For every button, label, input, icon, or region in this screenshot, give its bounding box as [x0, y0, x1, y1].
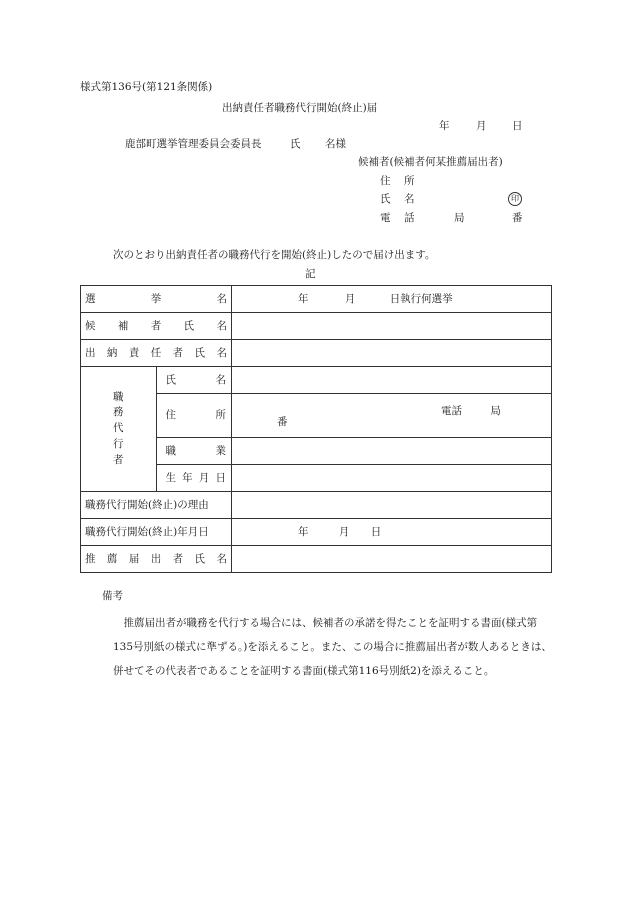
- agent-birth-value[interactable]: [232, 465, 552, 492]
- agent-group-char: 者: [113, 453, 124, 466]
- address-label-1: 住: [380, 175, 391, 187]
- agent-name-char: 名: [215, 373, 226, 386]
- agent-address-label: [156, 394, 232, 438]
- address-label-2: 所: [404, 175, 415, 187]
- row-reason: [81, 492, 552, 519]
- treasurer-value[interactable]: [232, 340, 552, 367]
- election-label-char: 挙: [150, 292, 162, 305]
- candidate-label-char: 補: [117, 319, 129, 332]
- phone-number-label: 番: [512, 212, 523, 224]
- agent-group-char: 務: [113, 406, 124, 419]
- agent-group-label: [81, 367, 157, 492]
- row-treasurer: [81, 340, 552, 367]
- election-month-label: 月: [344, 292, 356, 305]
- recommender-label-char: 出: [150, 552, 162, 565]
- recommender-label: [81, 546, 232, 573]
- date-year-label: 年: [439, 120, 450, 132]
- agent-group-char: 職: [113, 390, 124, 403]
- agent-phone-label: 電話: [441, 405, 462, 417]
- recommender-label-char: 氏: [194, 552, 206, 565]
- agent-address-value[interactable]: [232, 394, 552, 438]
- addressee: 鹿部町選挙管理委員会委員長: [125, 138, 262, 150]
- treasurer-label-char: 出: [85, 346, 96, 359]
- agent-name-char: 氏: [165, 373, 176, 386]
- agent-birth-char: 年: [182, 471, 193, 484]
- date-label: 職務代行開始(終止)年月日: [81, 519, 232, 546]
- row-election: [81, 286, 552, 313]
- agent-occupation-value[interactable]: [232, 438, 552, 465]
- date-month-label: 月: [476, 120, 487, 132]
- agent-occupation-char: 職: [165, 444, 176, 457]
- agent-occupation-char: 業: [215, 444, 226, 457]
- agent-group-char: 代: [113, 422, 124, 435]
- treasurer-label-char: 納: [106, 346, 118, 359]
- row-candidate: [81, 313, 552, 340]
- candidate-label-char: 者: [150, 319, 162, 332]
- treasurer-label: [81, 340, 232, 367]
- seal-mark: [508, 192, 522, 206]
- seal-icon: 印: [508, 192, 522, 206]
- candidate-label-char: 氏: [183, 319, 195, 332]
- name-label-1: 氏: [380, 193, 391, 205]
- phone-label-1: 電: [380, 212, 391, 224]
- phone-label-2: 話: [404, 212, 415, 224]
- election-label-char: 名: [216, 292, 227, 305]
- reason-value[interactable]: [232, 492, 552, 519]
- recommender-label-char: 者: [172, 552, 184, 565]
- recommender-value[interactable]: [232, 546, 552, 573]
- treasurer-label-char: 者: [172, 346, 184, 359]
- statement: 次のとおり出納責任者の職務代行を開始(終止)したので届け出ます。: [113, 249, 436, 261]
- treasurer-label-char: 任: [150, 346, 162, 359]
- row-recommender: [81, 546, 552, 573]
- row-date: [81, 519, 552, 546]
- agent-name-label: [156, 367, 232, 394]
- election-year-label: 年: [298, 292, 309, 305]
- applicant-role: 候補者(候補者何某推薦届出者): [358, 156, 503, 168]
- agent-phone-bureau: 局: [490, 405, 501, 417]
- name-label-2: 名: [404, 193, 415, 205]
- remarks-body: 推薦届出者が職務を代行する場合には、候補者の承諾を得たことを証明する書面(様式第135号別紙の様式に準ずる。)を添えること。また、この場合に推薦届出者が数人あるときは、併せてその代表者であることを証明する書面(様式第116号別紙2)を添えること。: [113, 617, 552, 677]
- agent-birth-label: [156, 465, 232, 492]
- date-month-label: 月: [338, 525, 350, 538]
- treasurer-label-char: 責: [128, 346, 140, 359]
- agent-birth-char: 月: [198, 471, 210, 484]
- date-day-label: 日: [370, 525, 382, 538]
- recommender-label-char: 届: [128, 552, 140, 565]
- document-title: 出納責任者職務代行開始(終止)届: [222, 102, 378, 114]
- remarks-heading: 備考: [102, 590, 123, 602]
- agent-occupation-label: [156, 438, 232, 465]
- treasurer-label-char: 名: [216, 346, 227, 359]
- ki-heading: 記: [305, 268, 316, 280]
- date-year-label: 年: [298, 525, 309, 538]
- agent-birth-char: 日: [215, 471, 226, 484]
- recommender-label-char: 推: [85, 552, 96, 565]
- agent-phone-number: 番: [277, 415, 288, 428]
- addressee-suffix: 名様: [325, 138, 346, 150]
- candidate-label: [81, 313, 232, 340]
- election-day-label: 日執行何選挙: [389, 292, 453, 305]
- reason-label: 職務代行開始(終止)の理由: [81, 492, 232, 519]
- candidate-label-char: 名: [216, 319, 227, 332]
- date-value[interactable]: [232, 519, 552, 546]
- agent-name-value[interactable]: [232, 367, 552, 394]
- agent-group-char: 行: [113, 437, 124, 450]
- form-table: [80, 285, 552, 573]
- agent-address-char: 住: [165, 409, 176, 422]
- phone-bureau-label: 局: [454, 212, 465, 224]
- election-value[interactable]: [232, 286, 552, 313]
- recommender-label-char: 薦: [106, 552, 118, 565]
- treasurer-label-char: 氏: [194, 346, 206, 359]
- election-label-char: 選: [85, 292, 96, 305]
- agent-birth-char: 生: [165, 471, 176, 484]
- date-day-label: 日: [512, 120, 523, 132]
- addressee-name-label: 氏: [290, 138, 301, 150]
- candidate-value[interactable]: [232, 313, 552, 340]
- form-number: 様式第136号(第121条関係): [80, 81, 213, 93]
- election-label: [81, 286, 232, 313]
- agent-address-char: 所: [215, 409, 226, 422]
- recommender-label-char: 名: [216, 552, 227, 565]
- row-agent-name: [81, 367, 552, 394]
- candidate-label-char: 候: [85, 319, 96, 332]
